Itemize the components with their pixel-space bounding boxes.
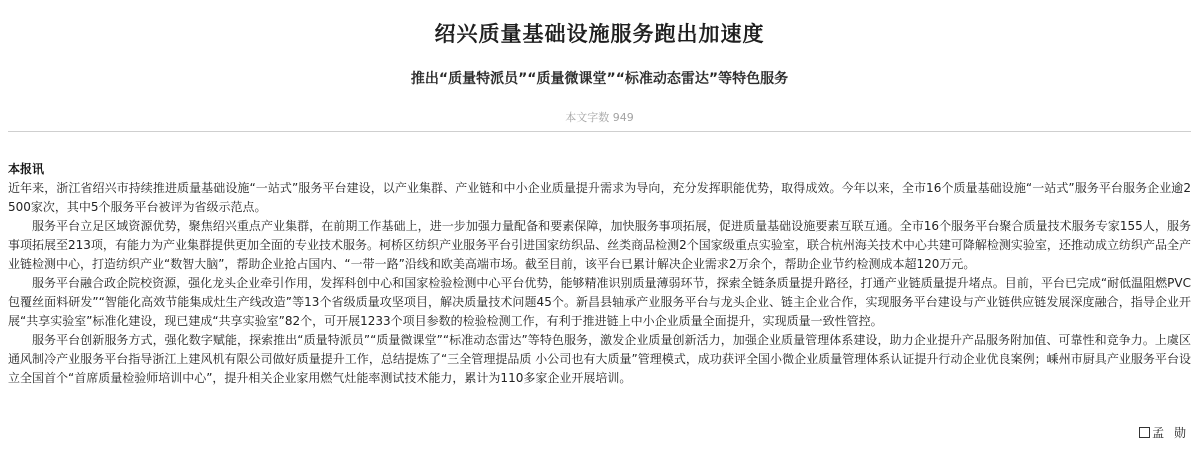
header-divider	[8, 131, 1191, 132]
article-body	[8, 160, 1191, 388]
article-source: 本报讯	[8, 162, 45, 176]
author-byline	[1139, 424, 1189, 441]
word-count-label: 本文字数 949	[565, 111, 634, 124]
author-name: 孟 勋	[1152, 426, 1189, 440]
byline-box-icon	[1139, 427, 1150, 438]
article-title: 绍兴质量基础设施服务跑出加速度	[434, 22, 765, 46]
article-paragraph-2: 服务平台立足区域资源优势，聚焦绍兴重点产业集群，在前期工作基础上，进一步加强力量配备和要素保障，加快服务事项拓展，促进质量基础设施要素互联互通。全市16个服务平台聚合质量技术服务专家155人，服务事项拓展至213项，有能力为产业集群提供更加全面的专业技术服务。柯桥区纺织产业服务平台引进国家纺织品、丝类商品检测2个国家级重点实验室，联合杭州海关技术中心共建可降解检测实验室，还推动成立纺织产品全产业链检测中心，打造纺织产业“数智大脑”，帮助企业抢占国内、“一带一路”沿线和欧美高端市场。截至目前，该平台已累计解决企业需求2万余个，帮助企业节约检测成本超120万元。	[8, 219, 1191, 271]
article-paragraph-1: 近年来，浙江省绍兴市持续推进质量基础设施“一站式”服务平台建设，以产业集群、产业链和中小企业质量提升需求为导向，充分发挥职能优势，取得成效。今年以来，全市16个质量基础设施“一站式”服务平台服务企业逾2500家次，其中5个服务平台被评为省级示范点。	[8, 181, 1191, 214]
article-paragraph-4: 服务平台创新服务方式，强化数字赋能，探索推出“质量特派员”“质量微课堂”“标准动态雷达”等特色服务，激发企业质量创新活力，加强企业质量管理体系建设，助力企业提升产品服务附加值、可靠性和竞争力。上虞区通风制冷产业服务平台指导浙江上建风机有限公司做好质量提升工作，总结提炼了“三全管理提品质 小公司也有大质量”管理模式，成功获评全国小微企业质量管理体系认证提升行动企业优良案例；嵊州市厨具产业服务平台设立全国首个“首席质量检验师培训中心”，提升相关企业家用燃气灶能率测试技术能力，累计为110多家企业开展培训。	[8, 333, 1191, 385]
article-subtitle: 推出“质量特派员”“质量微课堂”“标准动态雷达”等特色服务	[410, 71, 789, 87]
article-paragraph-3: 服务平台融合政企院校资源，强化龙头企业牵引作用，发挥科创中心和国家检验检测中心平台优势，能够精准识别质量薄弱环节，探索全链条质量提升路径，打通产业链质量提升堵点。目前，平台已完成“耐低温阻燃PVC包覆丝面料研发”“智能化高效节能集成灶生产线改造”等13个省级质量攻坚项目，解决质量技术问题45个。新昌县轴承产业服务平台与龙头企业、链主企业合作，实现服务平台建设与产业链供应链发展深度融合，指导企业开展“共享实验室”标准化建设，现已建成“共享实验室”82个，可开展1233个项目参数的检验检测工作，有利于推进链上中小企业质量全面提升，实现质量一致性管控。	[8, 276, 1191, 328]
